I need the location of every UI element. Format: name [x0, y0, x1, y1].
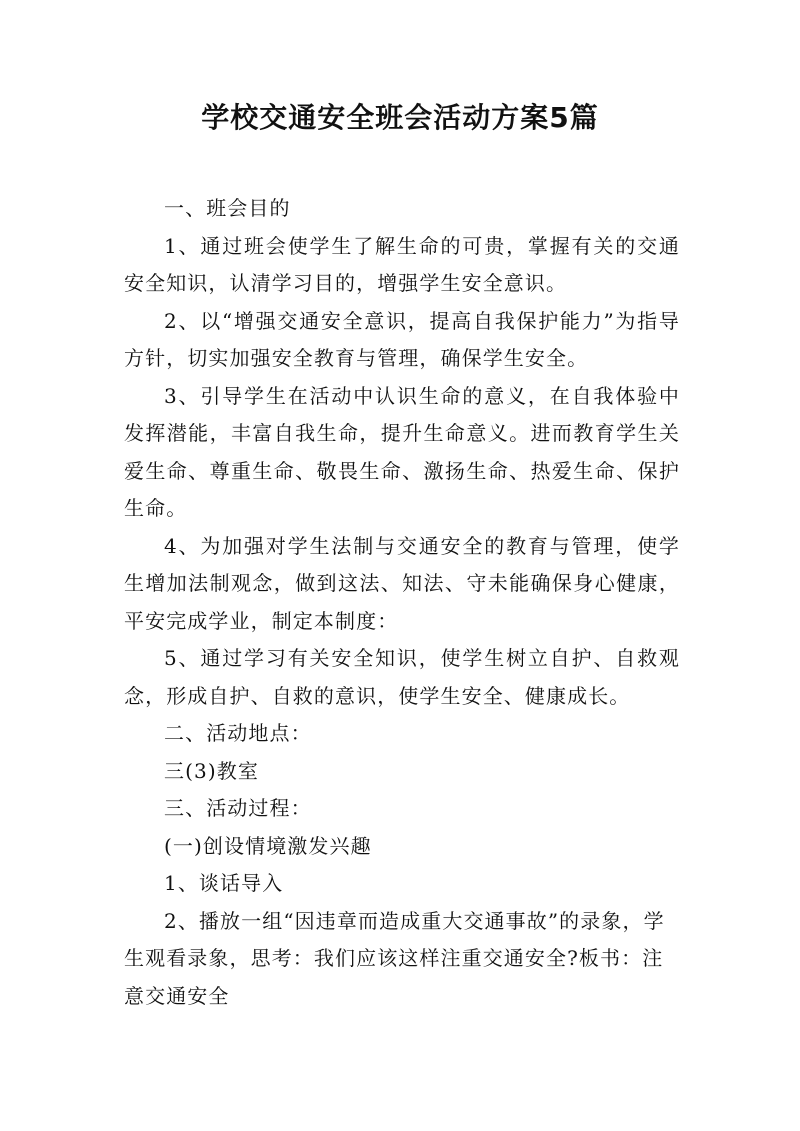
- paragraph-section-2-heading: 二、活动地点：: [164, 721, 312, 745]
- paragraph-goal-3: 3、引导学生在活动中认识生命的意义，在自我体验中发挥潜能，丰富自我生命，提升生命意义。进而教育学生关爱生命、尊重生命、敬畏生命、激扬生命、热爱生命、保护生命。: [124, 383, 680, 520]
- paragraph-subsection-1: (一)创设情境激发兴趣: [164, 833, 372, 858]
- paragraph-location: 三(3)教室: [164, 758, 259, 783]
- paragraph-step-1: 1、谈话导入: [164, 871, 284, 895]
- paragraph-step-2: 2、播放一组“因违章而造成重大交通事故”的录象，学生观看录象，思考：我们应该这样注重交通安全?板书：注意交通安全: [124, 908, 665, 1008]
- paragraph-goal-5: 5、通过学习有关安全知识，使学生树立自护、自救观念，形成自护、自救的意识，使学生安全、健康成长。: [124, 646, 680, 708]
- paragraph-goal-2: 2、以“增强交通安全意识，提高自我保护能力”为指导方针，切实加强安全教育与管理，确保学生安全。: [124, 308, 680, 370]
- paragraph-section-1-heading: 一、班会目的: [164, 196, 291, 220]
- document-body: [124, 190, 680, 1015]
- paragraph-section-3-heading: 三、活动过程：: [164, 796, 312, 820]
- paragraph-goal-4: 4、为加强对学生法制与交通安全的教育与管理，使学生增加法制观念，做到这法、知法、守未能确保身心健康，平安完成学业，制定本制度：: [124, 533, 680, 633]
- document-title: 学校交通安全班会活动方案5篇: [201, 101, 599, 134]
- paragraph-goal-1: 1、通过班会使学生了解生命的可贵，掌握有关的交通安全知识，认清学习目的，增强学生安全意识。: [124, 233, 680, 295]
